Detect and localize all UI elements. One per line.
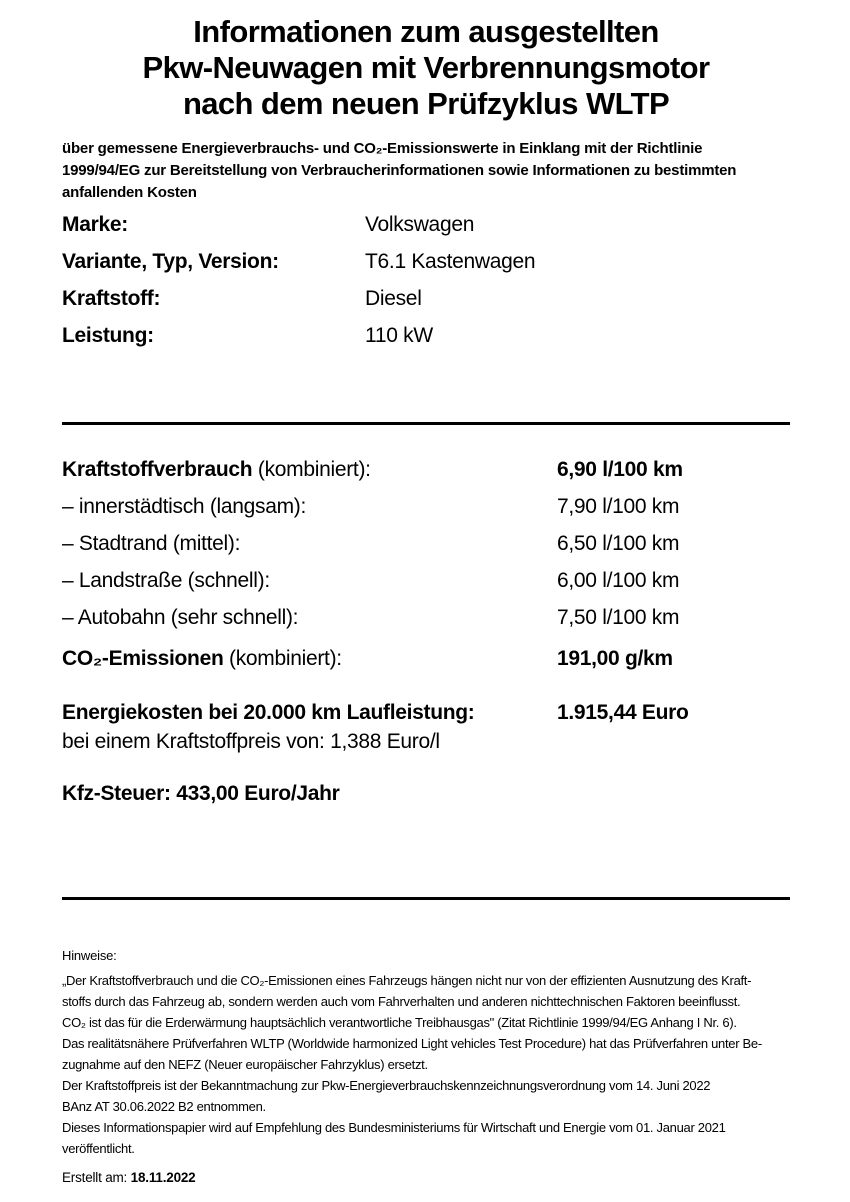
note-line: „Der Kraftstoffverbrauch und die CO₂-Emissionen eines Fahrzeugs hängen nicht nur von der effizienten Ausnutzung des Kraft- bbox=[62, 973, 752, 988]
table-row bbox=[62, 317, 790, 354]
co2-emissions-label: CO₂-Emissionen (kombiniert): bbox=[62, 647, 342, 670]
divider-top bbox=[62, 422, 790, 425]
energy-cost-value: 1.915,44 Euro bbox=[557, 701, 689, 724]
note-line: Das realitätsnähere Prüfverfahren WLTP (Worldwide harmonized Light vehicles Test Procedure) hat das Prüfverfahren unter Be- bbox=[62, 1036, 762, 1051]
table-row bbox=[62, 206, 790, 243]
subtitle-line-2: 1999/94/EG zur Bereitstellung von Verbraucherinformationen sowie Informationen zu bestimmten bbox=[62, 162, 737, 179]
page-title bbox=[62, 14, 790, 122]
consumption-highway-value: 7,50 l/100 km bbox=[557, 606, 680, 629]
created-date-label: Erstellt am: bbox=[62, 1170, 131, 1185]
note-line: BAnz AT 30.06.2022 B2 entnommen. bbox=[62, 1099, 266, 1114]
page-title-line-2: Pkw-Neuwagen mit Verbrennungsmotor bbox=[142, 50, 710, 85]
table-row bbox=[62, 525, 790, 562]
vehicle-spec-table bbox=[62, 206, 790, 354]
spec-value-kraftstoff: Diesel bbox=[365, 287, 422, 310]
note-line: CO₂ ist das für die Erderwärmung hauptsächlich verantwortliche Treibhausgas" (Zitat Richtlinie 1999/94/EG Anhang I Nr. 6). bbox=[62, 1015, 737, 1030]
page-title-line-3: nach dem neuen Prüfzyklus WLTP bbox=[182, 86, 670, 121]
note-line: Dieses Informationspapier wird auf Empfehlung des Bundesministeriums für Wirtschaft und Energie vom 01. Januar 2021 bbox=[62, 1120, 726, 1135]
note-line: veröffentlicht. bbox=[62, 1141, 135, 1156]
consumption-rural-label: – Landstraße (schnell): bbox=[62, 569, 270, 592]
spec-label-kraftstoff: Kraftstoff: bbox=[62, 287, 161, 310]
note-line: zugnahme auf den NEFZ (Neuer europäischer Fahrzyklus) ersetzt. bbox=[62, 1057, 428, 1072]
table-row bbox=[62, 243, 790, 280]
divider-bottom bbox=[62, 897, 790, 900]
energy-cost-label: Energiekosten bei 20.000 km Laufleistung: bbox=[62, 701, 475, 724]
fuel-price-note: bei einem Kraftstoffpreis von: 1,388 Euro/l bbox=[62, 730, 440, 753]
consumption-city-label: – innerstädtisch (langsam): bbox=[62, 495, 307, 518]
note-line: Der Kraftstoffpreis ist der Bekanntmachung zur Pkw-Energieverbrauchskennzeichnungsverordnung vom 14. Juni 2022 bbox=[62, 1078, 711, 1093]
table-row bbox=[62, 599, 790, 636]
notes-paragraph bbox=[62, 970, 790, 1159]
created-date-value: 18.11.2022 bbox=[130, 1170, 196, 1185]
consumption-suburban-value: 6,50 l/100 km bbox=[557, 532, 680, 555]
spec-value-leistung: 110 kW bbox=[365, 324, 433, 347]
spec-value-variante: T6.1 Kastenwagen bbox=[365, 250, 536, 273]
note-line: stoffs durch das Fahrzeug ab, sondern werden auch vom Fahrverhalten und anderen nichttechnischen Faktoren beeinflusst. bbox=[62, 994, 741, 1009]
spec-label-leistung: Leistung: bbox=[62, 324, 154, 347]
co2-emissions-value: 191,00 g/km bbox=[557, 647, 673, 670]
fuel-consumption-combined-value: 6,90 l/100 km bbox=[557, 458, 683, 481]
consumption-rural-value: 6,00 l/100 km bbox=[557, 569, 680, 592]
spec-label-variante: Variante, Typ, Version: bbox=[62, 250, 279, 273]
spec-value-marke: Volkswagen bbox=[365, 213, 475, 236]
table-row bbox=[62, 562, 790, 599]
notes-heading: Hinweise: bbox=[62, 948, 117, 963]
fuel-consumption-combined-label: Kraftstoffverbrauch (kombiniert): bbox=[62, 458, 371, 481]
subtitle-line-3: anfallenden Kosten bbox=[62, 184, 197, 201]
document-subtitle bbox=[62, 138, 790, 204]
page-title-line-1: Informationen zum ausgestellten bbox=[193, 14, 659, 49]
energy-cost-row bbox=[62, 694, 790, 731]
created-date-line bbox=[62, 1167, 790, 1188]
table-row bbox=[62, 280, 790, 317]
subtitle-line-1: über gemessene Energieverbrauchs- und CO₂-Emissionswerte in Einklang mit der Richtlinie bbox=[62, 140, 703, 157]
spec-label-marke: Marke: bbox=[62, 213, 128, 236]
fuel-consumption-combined-row bbox=[62, 451, 790, 488]
co2-emissions-row bbox=[62, 640, 790, 677]
consumption-city-value: 7,90 l/100 km bbox=[557, 495, 680, 518]
table-row bbox=[62, 488, 790, 525]
vehicle-tax-line: Kfz-Steuer: 433,00 Euro/Jahr bbox=[62, 782, 340, 805]
consumption-highway-label: – Autobahn (sehr schnell): bbox=[62, 606, 299, 629]
consumption-suburban-label: – Stadtrand (mittel): bbox=[62, 532, 241, 555]
